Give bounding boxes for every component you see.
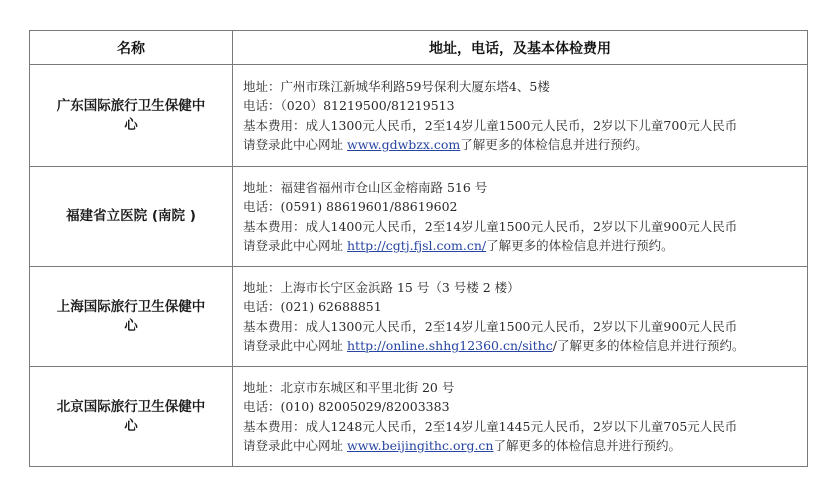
table-row bbox=[30, 367, 808, 467]
clinic-name: 福建省立医院 (南院 ) bbox=[30, 167, 233, 267]
clinic-name: 北京国际旅行卫生保健中心 bbox=[30, 367, 233, 467]
table-row bbox=[30, 167, 808, 267]
clinic-website-link[interactable]: http://online.shhg12360.cn/sithc bbox=[347, 338, 553, 353]
visit-prefix: 请登录此中心网址 bbox=[243, 338, 344, 353]
table-row bbox=[30, 267, 808, 367]
clinic-visit bbox=[243, 135, 797, 155]
table-header-row bbox=[30, 31, 808, 65]
clinic-address: 地址：上海市长宁区金浜路 15 号（3 号楼 2 楼） bbox=[243, 279, 520, 295]
header-name: 名称 bbox=[30, 31, 233, 65]
clinic-info bbox=[233, 167, 808, 267]
clinic-fee: 基本费用：成人1248元人民币，2至14岁儿童1445元人民币，2岁以下儿童705元人民币 bbox=[243, 418, 738, 434]
clinic-info bbox=[233, 65, 808, 167]
clinic-info bbox=[233, 367, 808, 467]
clinic-phone: 电话：（020）81219500/81219513 bbox=[243, 98, 455, 113]
table-row bbox=[30, 65, 808, 167]
clinic-fee: 基本费用：成人1400元人民币，2至14岁儿童1500元人民币，2岁以下儿童900元人民币 bbox=[243, 218, 738, 234]
clinic-phone: 电话：(010) 82005029/82003383 bbox=[243, 399, 450, 414]
clinic-visit bbox=[243, 336, 797, 356]
clinic-visit bbox=[243, 236, 797, 256]
clinic-fee: 基本费用：成人1300元人民币，2至14岁儿童1500元人民币，2岁以下儿童700元人民币 bbox=[243, 117, 738, 133]
visit-prefix: 请登录此中心网址 bbox=[243, 238, 344, 253]
visit-suffix: /了解更多的体检信息并进行预约。 bbox=[552, 338, 745, 353]
clinic-website-link[interactable]: http://cgtj.fjsl.com.cn/ bbox=[347, 238, 487, 253]
clinic-address: 地址：福建省福州市仓山区金榕南路 516 号 bbox=[243, 179, 488, 195]
header-info: 地址，电话，及基本体检费用 bbox=[233, 31, 808, 65]
visit-prefix: 请登录此中心网址 bbox=[243, 438, 344, 453]
clinic-address: 地址：北京市东城区和平里北街 20 号 bbox=[243, 379, 455, 395]
clinic-address: 地址：广州市珠江新城华利路59号保利大厦东塔4、5楼 bbox=[243, 78, 550, 94]
clinic-info bbox=[233, 267, 808, 367]
clinic-visit bbox=[243, 436, 797, 456]
visit-suffix: 了解更多的体检信息并进行预约。 bbox=[493, 438, 681, 453]
clinic-website-link[interactable]: www.gdwbzx.com bbox=[347, 137, 461, 152]
visit-suffix: 了解更多的体检信息并进行预约。 bbox=[460, 137, 648, 152]
clinic-phone: 电话：(0591) 88619601/88619602 bbox=[243, 199, 458, 214]
clinic-phone: 电话：(021) 62688851 bbox=[243, 299, 382, 314]
clinic-name: 上海国际旅行卫生保健中心 bbox=[30, 267, 233, 367]
visit-suffix: 了解更多的体检信息并进行预约。 bbox=[486, 238, 674, 253]
clinic-website-link[interactable]: www.beijingithc.org.cn bbox=[347, 438, 494, 453]
clinic-fee: 基本费用：成人1300元人民币，2至14岁儿童1500元人民币，2岁以下儿童900元人民币 bbox=[243, 318, 738, 334]
clinic-fee-table bbox=[29, 30, 808, 467]
clinic-name: 广东国际旅行卫生保健中心 bbox=[30, 65, 233, 167]
visit-prefix: 请登录此中心网址 bbox=[243, 137, 344, 152]
